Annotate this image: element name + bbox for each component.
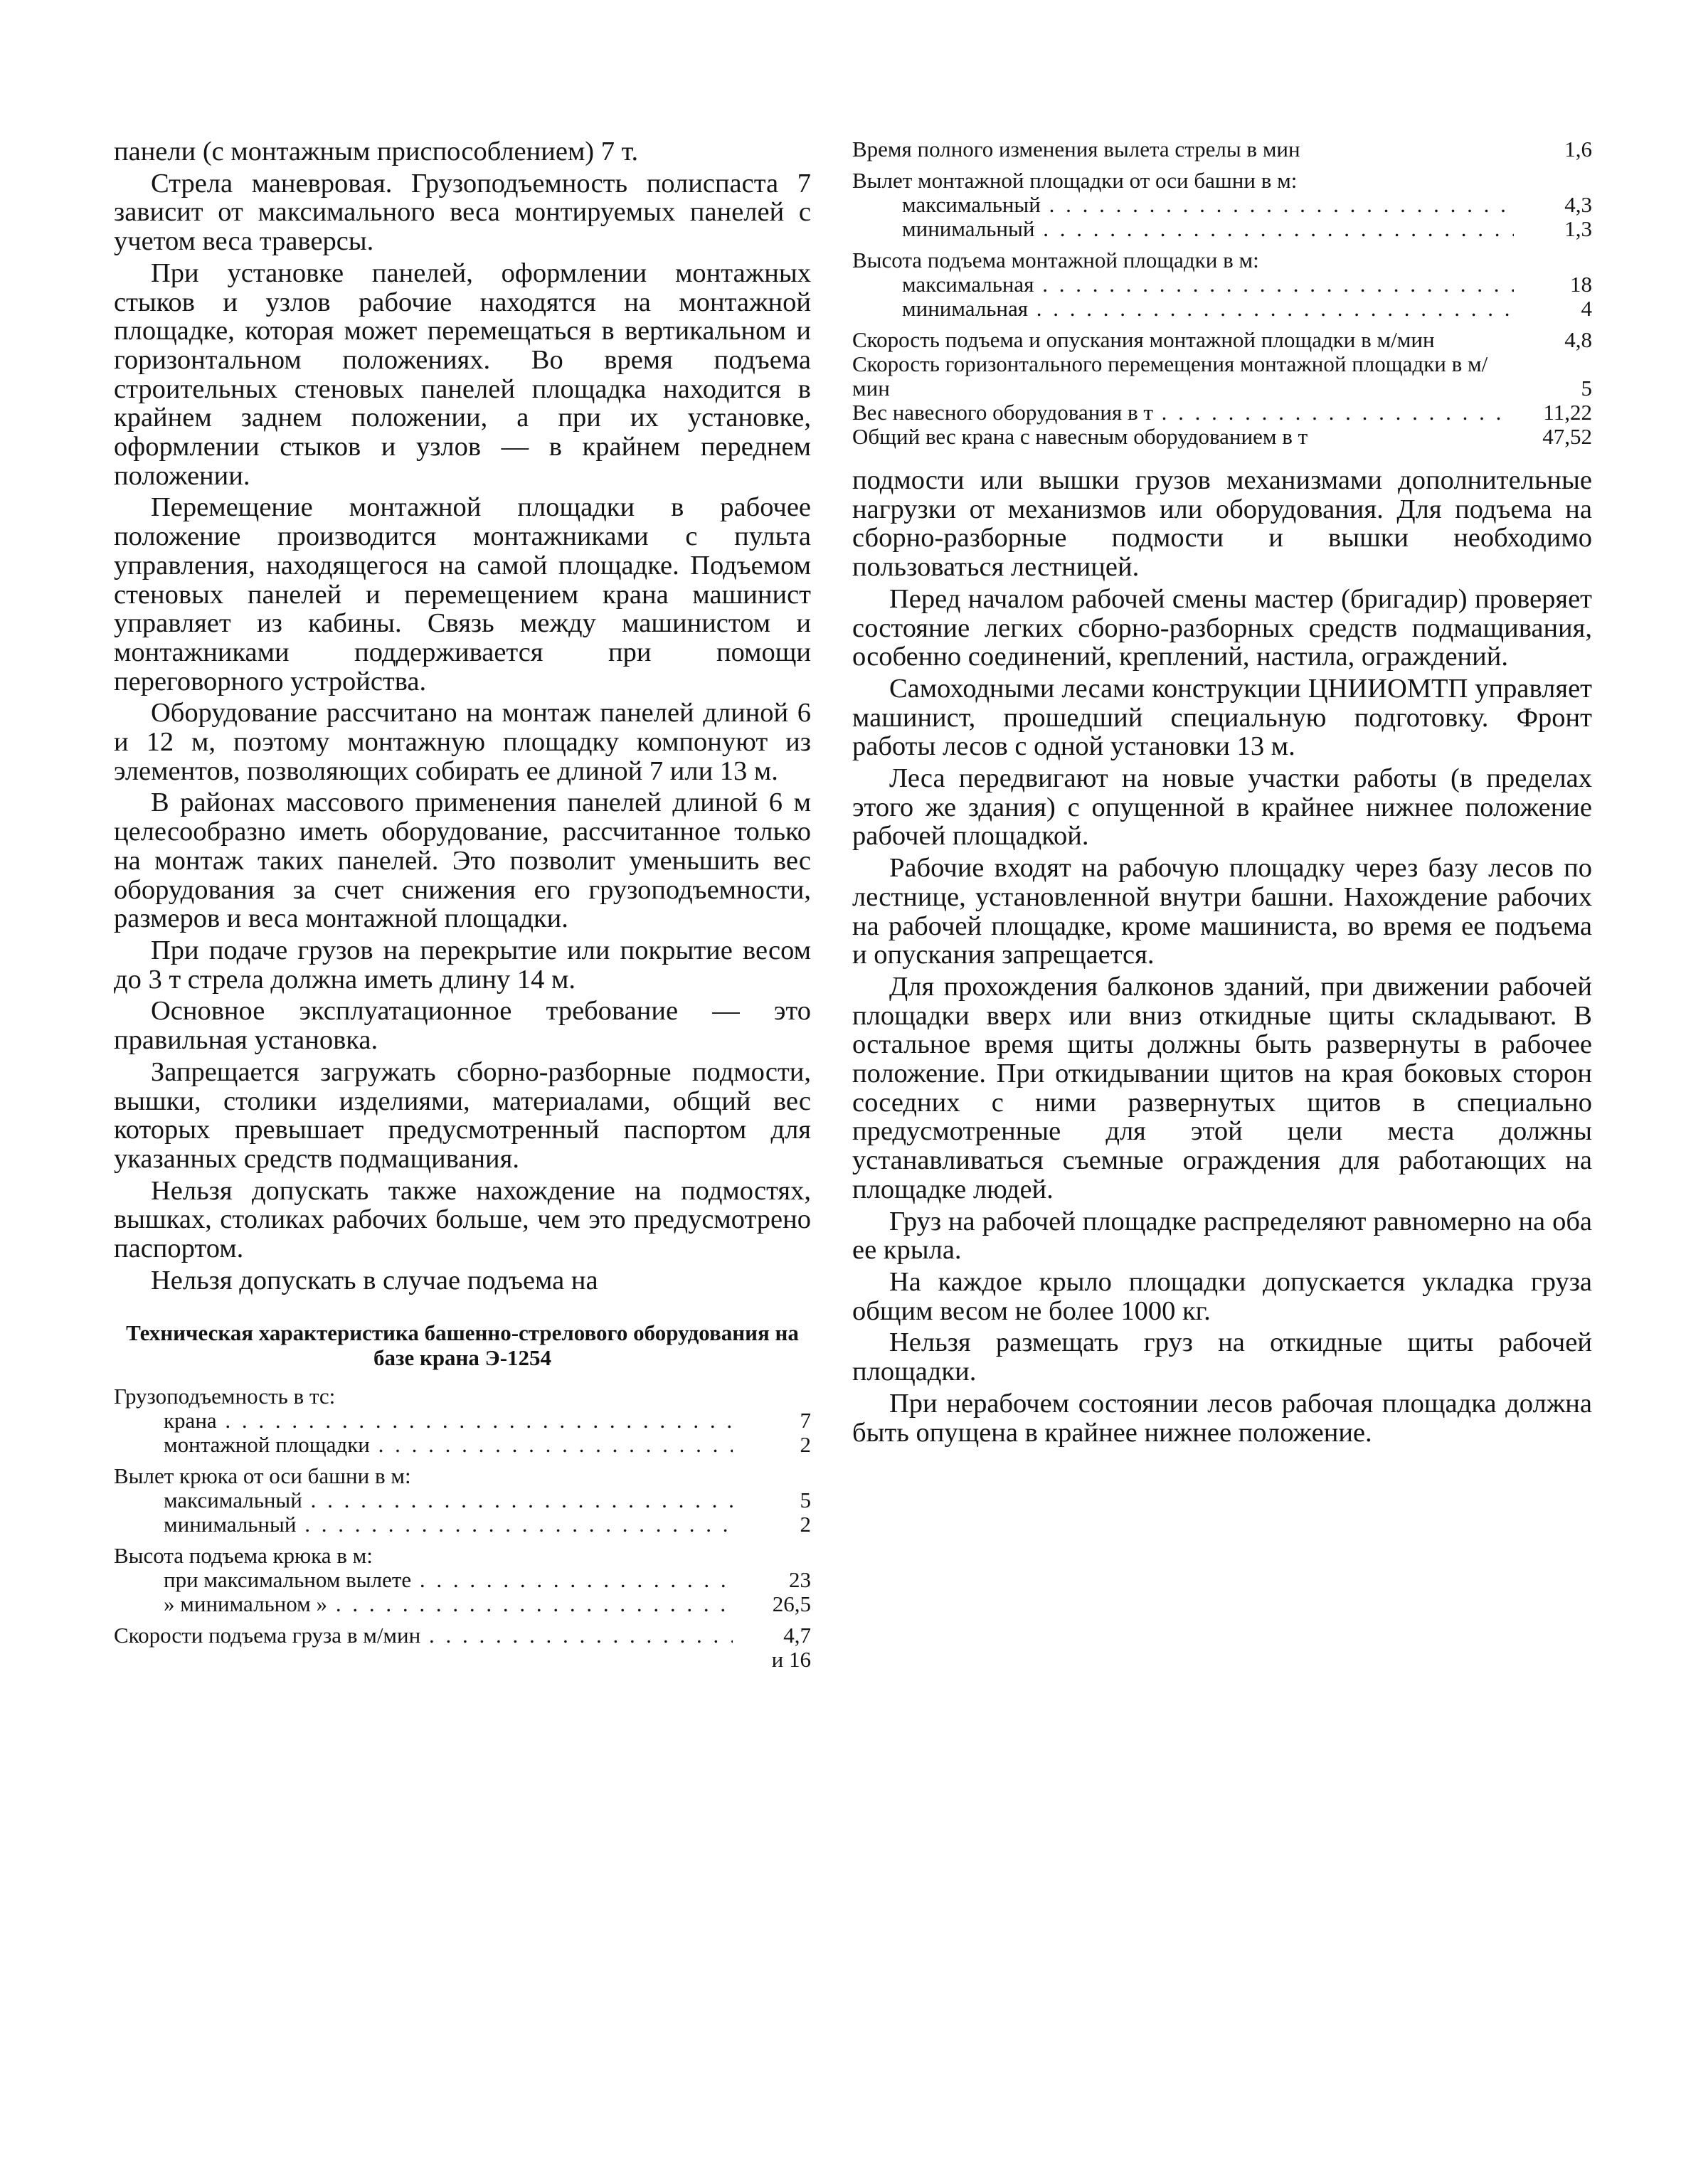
paragraph: На каждое крыло площадки допускается укладка груза общим весом не более 1000 кг.	[852, 1266, 1592, 1326]
spec-row: крана . . . 7	[114, 1409, 811, 1433]
paragraph: Леса передвигают на новые участки работы (в пределах этого же здания) с опущенной в крайнее нижнее положение рабочей площадкой.	[852, 763, 1592, 852]
paragraph: Запрещается загружать сборно-разборные подмости, вышки, столики изделиями, материалами, общий вес которых превышает предусмотренный паспортом для указанных средств подмащивания.	[114, 1056, 811, 1174]
right-column	[852, 137, 1592, 1447]
spec-row: монтажной площадки . . . 2	[114, 1433, 811, 1457]
paragraph: Основное эксплуатационное требование — это правильная установка.	[114, 996, 811, 1056]
spec-table	[114, 1384, 811, 1672]
spec-row: максимальный . . . 5	[114, 1488, 811, 1512]
spec-row: Скорость горизонтального перемещения монтажной площадки в м/мин 5	[852, 352, 1592, 401]
paragraph: При нерабочем состоянии лесов рабочая площадка должна быть опущена в крайнее нижнее положение.	[852, 1388, 1592, 1448]
spec-group-heading: Вылет крюка от оси башни в м:	[114, 1463, 411, 1489]
spec-row: Время полного изменения вылета стрелы в мин 1,6	[852, 137, 1592, 161]
paragraph: Оборудование рассчитано на монтаж панелей длиной 6 и 12 м, поэтому монтажную площадку компонуют из элементов, позволяющих собирать ее длиной 7 или 13 м.	[114, 698, 811, 786]
paragraph: Перемещение монтажной площадки в рабочее положение производится монтажниками с пульта управления, находящегося на самой площадке. Подъемом стеновых панелей и перемещением крана машинист управляет из кабины. Связь между машинистом и монтажниками поддерживается при помощи переговорного устройства.	[114, 492, 811, 696]
paragraph: При подаче грузов на перекрытие или покрытие весом до 3 т стрела должна иметь длину 14 м.	[114, 935, 811, 995]
spec-group-heading: Вылет монтажной площадки от оси башни в м:	[852, 168, 1298, 193]
paragraph: Груз на рабочей площадке распределяют равномерно на оба ее крыла.	[852, 1206, 1592, 1266]
paragraph: Самоходными лесами конструкции ЦНИИОМТП управляет машинист, прошедший специальную подготовку. Фронт работы лесов с одной установки 13 м.	[852, 673, 1592, 762]
paragraph: Перед началом рабочей смены мастер (бригадир) проверяет состояние легких сборно-разборных средств подмащивания, особенно соединений, креплений, настила, ограждений.	[852, 583, 1592, 672]
table-title: Техническая характеристика башенно-стрелового оборудования на базе крана Э-1254	[126, 1320, 799, 1371]
paragraph: В районах массового применения панелей длиной 6 м целесообразно иметь оборудование, рассчитанное только на монтаж таких панелей. Это позволит уменьшить вес оборудования за счет снижения его грузоподъемности, размеров и веса монтажной площадки.	[114, 788, 811, 934]
spec-row: Скорости подъема груза в м/мин . . . 4,7	[114, 1623, 811, 1648]
spec-row: и 16	[771, 1647, 811, 1673]
paragraph: Нельзя размещать груз на откидные щиты рабочей площадки.	[852, 1327, 1592, 1387]
spec-row: минимальная . . . 4	[852, 297, 1592, 321]
paragraph: Для прохождения балконов зданий, при движении рабочей площадки вверх или вниз откидные щиты складывают. В остальное время щиты должны быть развернуты в рабочее положение. При откидывании щитов на края боковых сторон соседних с ними развернутых щитов в специально предусмотренные для этой цели места должны устанавливаться съемные ограждения для работающих на площадке людей.	[852, 971, 1592, 1204]
spec-table	[852, 137, 1592, 449]
spec-row: Общий вес крана с навесным оборудованием в т 47,52	[852, 424, 1592, 449]
spec-row: максимальный . . . 4,3	[852, 193, 1592, 217]
spec-row: Скорость подъема и опускания монтажной площадки в м/мин 4,8	[852, 327, 1592, 352]
spec-group-heading: Высота подъема монтажной площадки в м:	[852, 248, 1259, 272]
spec-group-heading: Высота подъема крюка в м:	[114, 1543, 373, 1569]
spec-row: Вес навесного оборудования в т . . . 11,22	[852, 401, 1592, 425]
spec-row: при максимальном вылете . . . 23	[114, 1568, 811, 1592]
paragraph: Нельзя допускать в случае подъема на	[151, 1265, 598, 1295]
spec-group-heading: Грузоподъемность в тс:	[114, 1384, 336, 1409]
paragraph: Рабочие входят на рабочую площадку через базу лесов по лестнице, установленной внутри башни. Нахождение рабочих на рабочей площадке, кроме машиниста, во время ее подъема и опускания запрещается.	[852, 853, 1592, 970]
paragraph: Стрела маневровая. Грузоподъемность полиспаста 7 зависит от максимального веса монтируемых панелей с учетом веса траверсы.	[114, 168, 811, 257]
left-column	[114, 137, 811, 1672]
spec-row: минимальный . . . 2	[114, 1512, 811, 1537]
spec-row: минимальный . . . 1,3	[852, 217, 1592, 241]
paragraph: панели (с монтажным приспособлением) 7 т.	[114, 137, 639, 166]
paragraph: Нельзя допускать также нахождение на подмостях, вышках, столиках рабочих больше, чем это предусмотрено паспортом.	[114, 1175, 811, 1264]
paragraph: При установке панелей, оформлении монтажных стыков и узлов рабочие находятся на монтажной площадке, которая может перемещаться в вертикальном и горизонтальном положениях. Во время подъема строительных стеновых панелей площадка находится в крайнем заднем положении, а при их установке, оформлении стыков и узлов — в крайнем переднем положении.	[114, 258, 811, 491]
paragraph: подмости или вышки грузов механизмами дополнительные нагрузки от механизмов или оборудования. Для подъема на сборно-разборные подмости и вышки необходимо пользоваться лестницей.	[852, 465, 1592, 583]
spec-row: максимальная . . . 18	[852, 272, 1592, 297]
spec-row: » минимальном » . . . 26,5	[114, 1592, 811, 1616]
